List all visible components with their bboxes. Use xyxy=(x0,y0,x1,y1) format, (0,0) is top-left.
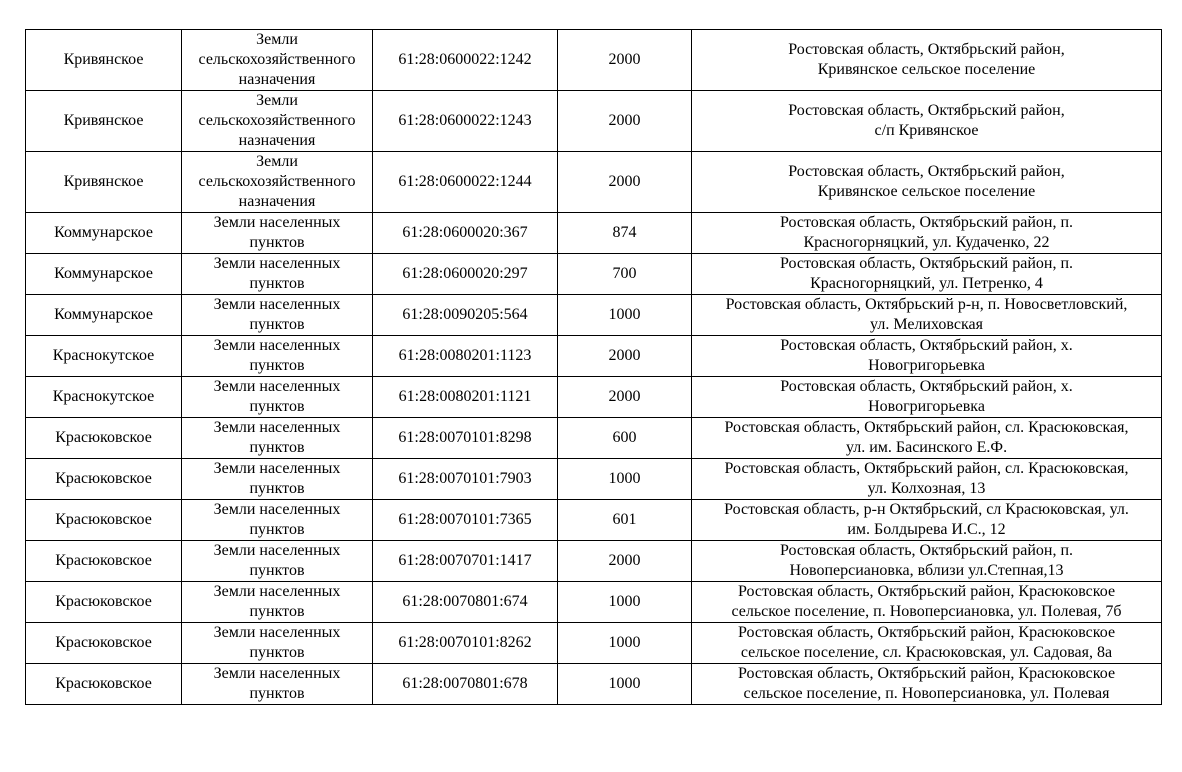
category-cell: Земли сельскохозяйственного назначения xyxy=(182,30,373,91)
table-row xyxy=(26,91,1162,152)
address-line: Ростовская область, Октябрьский район, п. xyxy=(779,542,1074,559)
area-cell: 2000 xyxy=(558,30,692,91)
category-cell: Земли населенных пунктов xyxy=(182,623,373,664)
address-line: Ростовская область, Октябрьский район, п. xyxy=(779,214,1074,231)
settlement-cell: Коммунарское xyxy=(26,254,182,295)
cadastral-number-cell: 61:28:0070701:1417 xyxy=(373,541,558,582)
cadastral-number-cell: 61:28:0070101:8262 xyxy=(373,623,558,664)
settlement-cell: Коммунарское xyxy=(26,295,182,336)
table-row xyxy=(26,152,1162,213)
address-cell xyxy=(692,336,1162,377)
address-line: Красногорняцкий, ул. Петренко, 4 xyxy=(810,275,1043,292)
table-row xyxy=(26,336,1162,377)
cadastral-number-cell: 61:28:0080201:1121 xyxy=(373,377,558,418)
address-line: Ростовская область, Октябрьский район, xyxy=(788,102,1065,119)
area-cell: 600 xyxy=(558,418,692,459)
address-line: им. Болдырева И.С., 12 xyxy=(847,521,1006,538)
address-cell xyxy=(692,377,1162,418)
address-cell xyxy=(692,664,1162,705)
address-cell xyxy=(692,541,1162,582)
address-line: Ростовская область, Октябрьский район, Красюковское xyxy=(737,624,1116,641)
cadastral-number-cell: 61:28:0600022:1244 xyxy=(373,152,558,213)
address-line: Ростовская область, р-н Октябрьский, сл Красюковская, ул. xyxy=(724,501,1129,518)
cadastral-number-cell: 61:28:0600020:367 xyxy=(373,213,558,254)
category-cell: Земли населенных пунктов xyxy=(182,664,373,705)
address-line: Ростовская область, Октябрьский район, Красюковское xyxy=(737,583,1116,600)
address-cell xyxy=(692,295,1162,336)
table-row xyxy=(26,30,1162,91)
address-line: Ростовская область, Октябрьский район, xyxy=(788,163,1065,180)
category-cell: Земли сельскохозяйственного назначения xyxy=(182,152,373,213)
address-line: Ростовская область, Октябрьский район, Красюковское xyxy=(737,665,1116,682)
category-cell: Земли населенных пунктов xyxy=(182,336,373,377)
table-row xyxy=(26,459,1162,500)
address-line: Ростовская область, Октябрьский район, xyxy=(788,41,1065,58)
settlement-cell: Красюковское xyxy=(26,664,182,705)
address-line: ул. им. Басинского Е.Ф. xyxy=(845,439,1008,456)
address-line: Ростовская область, Октябрьский район, сл. Красюковская, xyxy=(724,419,1129,436)
settlement-cell: Краснокутское xyxy=(26,377,182,418)
category-cell: Земли населенных пунктов xyxy=(182,377,373,418)
table-row xyxy=(26,377,1162,418)
cadastral-number-cell: 61:28:0070801:678 xyxy=(373,664,558,705)
address-cell xyxy=(692,152,1162,213)
area-cell: 1000 xyxy=(558,295,692,336)
address-line: Ростовская область, Октябрьский район, х. xyxy=(780,378,1073,395)
cadastral-number-cell: 61:28:0070101:7903 xyxy=(373,459,558,500)
cadastral-number-cell: 61:28:0600020:297 xyxy=(373,254,558,295)
address-line: Новогригорьевка xyxy=(868,357,985,374)
settlement-cell: Красюковское xyxy=(26,459,182,500)
settlement-cell: Красюковское xyxy=(26,541,182,582)
settlement-cell: Кривянское xyxy=(26,30,182,91)
area-cell: 1000 xyxy=(558,623,692,664)
address-line: Кривянское сельское поселение xyxy=(817,61,1036,78)
address-cell xyxy=(692,582,1162,623)
settlement-cell: Красюковское xyxy=(26,418,182,459)
settlement-cell: Красюковское xyxy=(26,623,182,664)
area-cell: 2000 xyxy=(558,541,692,582)
settlement-cell: Кривянское xyxy=(26,91,182,152)
address-cell xyxy=(692,418,1162,459)
category-cell: Земли населенных пунктов xyxy=(182,213,373,254)
table-row xyxy=(26,582,1162,623)
address-cell xyxy=(692,254,1162,295)
address-line: Ростовская область, Октябрьский район, сл. Красюковская, xyxy=(724,460,1129,477)
table-row xyxy=(26,541,1162,582)
address-line: сельское поселение, п. Новоперсиановка, ул. Полевая xyxy=(743,685,1110,702)
table-row xyxy=(26,213,1162,254)
category-cell: Земли населенных пунктов xyxy=(182,500,373,541)
settlement-cell: Коммунарское xyxy=(26,213,182,254)
address-cell xyxy=(692,459,1162,500)
settlement-cell: Красюковское xyxy=(26,582,182,623)
area-cell: 700 xyxy=(558,254,692,295)
cadastral-number-cell: 61:28:0600022:1242 xyxy=(373,30,558,91)
table-row xyxy=(26,623,1162,664)
category-cell: Земли населенных пунктов xyxy=(182,295,373,336)
cadastral-number-cell: 61:28:0600022:1243 xyxy=(373,91,558,152)
area-cell: 2000 xyxy=(558,152,692,213)
area-cell: 2000 xyxy=(558,336,692,377)
address-cell xyxy=(692,623,1162,664)
category-cell: Земли населенных пунктов xyxy=(182,541,373,582)
cadastral-number-cell: 61:28:0080201:1123 xyxy=(373,336,558,377)
address-line: Кривянское сельское поселение xyxy=(817,183,1036,200)
address-line: Ростовская область, Октябрьский район, х. xyxy=(780,337,1073,354)
category-cell: Земли населенных пунктов xyxy=(182,459,373,500)
category-cell: Земли населенных пунктов xyxy=(182,254,373,295)
category-cell: Земли населенных пунктов xyxy=(182,418,373,459)
settlement-cell: Краснокутское xyxy=(26,336,182,377)
address-line: сельское поселение, п. Новоперсиановка, ул. Полевая, 7б xyxy=(731,603,1122,620)
address-cell xyxy=(692,500,1162,541)
address-cell xyxy=(692,91,1162,152)
address-line: Ростовская область, Октябрьский район, п. xyxy=(779,255,1074,272)
address-line: Новоперсиановка, вблизи ул.Степная,13 xyxy=(789,562,1064,579)
address-line: ул. Колхозная, 13 xyxy=(867,480,986,497)
address-line: Красногорняцкий, ул. Кудаченко, 22 xyxy=(803,234,1050,251)
area-cell: 2000 xyxy=(558,91,692,152)
address-cell xyxy=(692,213,1162,254)
address-line: Новогригорьевка xyxy=(868,398,985,415)
land-plots-table xyxy=(25,29,1162,705)
table-row xyxy=(26,418,1162,459)
area-cell: 1000 xyxy=(558,664,692,705)
address-line: с/п Кривянское xyxy=(874,122,979,139)
cadastral-number-cell: 61:28:0070101:8298 xyxy=(373,418,558,459)
area-cell: 1000 xyxy=(558,582,692,623)
area-cell: 2000 xyxy=(558,377,692,418)
cadastral-number-cell: 61:28:0070101:7365 xyxy=(373,500,558,541)
cadastral-number-cell: 61:28:0070801:674 xyxy=(373,582,558,623)
table-row xyxy=(26,500,1162,541)
table-row xyxy=(26,664,1162,705)
table-body xyxy=(26,30,1162,705)
cadastral-number-cell: 61:28:0090205:564 xyxy=(373,295,558,336)
address-cell xyxy=(692,30,1162,91)
area-cell: 1000 xyxy=(558,459,692,500)
address-line: Ростовская область, Октябрьский р-н, п. Новосветловский, xyxy=(725,296,1128,313)
category-cell: Земли населенных пунктов xyxy=(182,582,373,623)
table-row xyxy=(26,254,1162,295)
settlement-cell: Красюковское xyxy=(26,500,182,541)
address-line: ул. Мелиховская xyxy=(870,316,983,333)
settlement-cell: Кривянское xyxy=(26,152,182,213)
category-cell: Земли сельскохозяйственного назначения xyxy=(182,91,373,152)
area-cell: 601 xyxy=(558,500,692,541)
table-row xyxy=(26,295,1162,336)
address-line: сельское поселение, сл. Красюковская, ул. Садовая, 8а xyxy=(740,644,1113,661)
area-cell: 874 xyxy=(558,213,692,254)
